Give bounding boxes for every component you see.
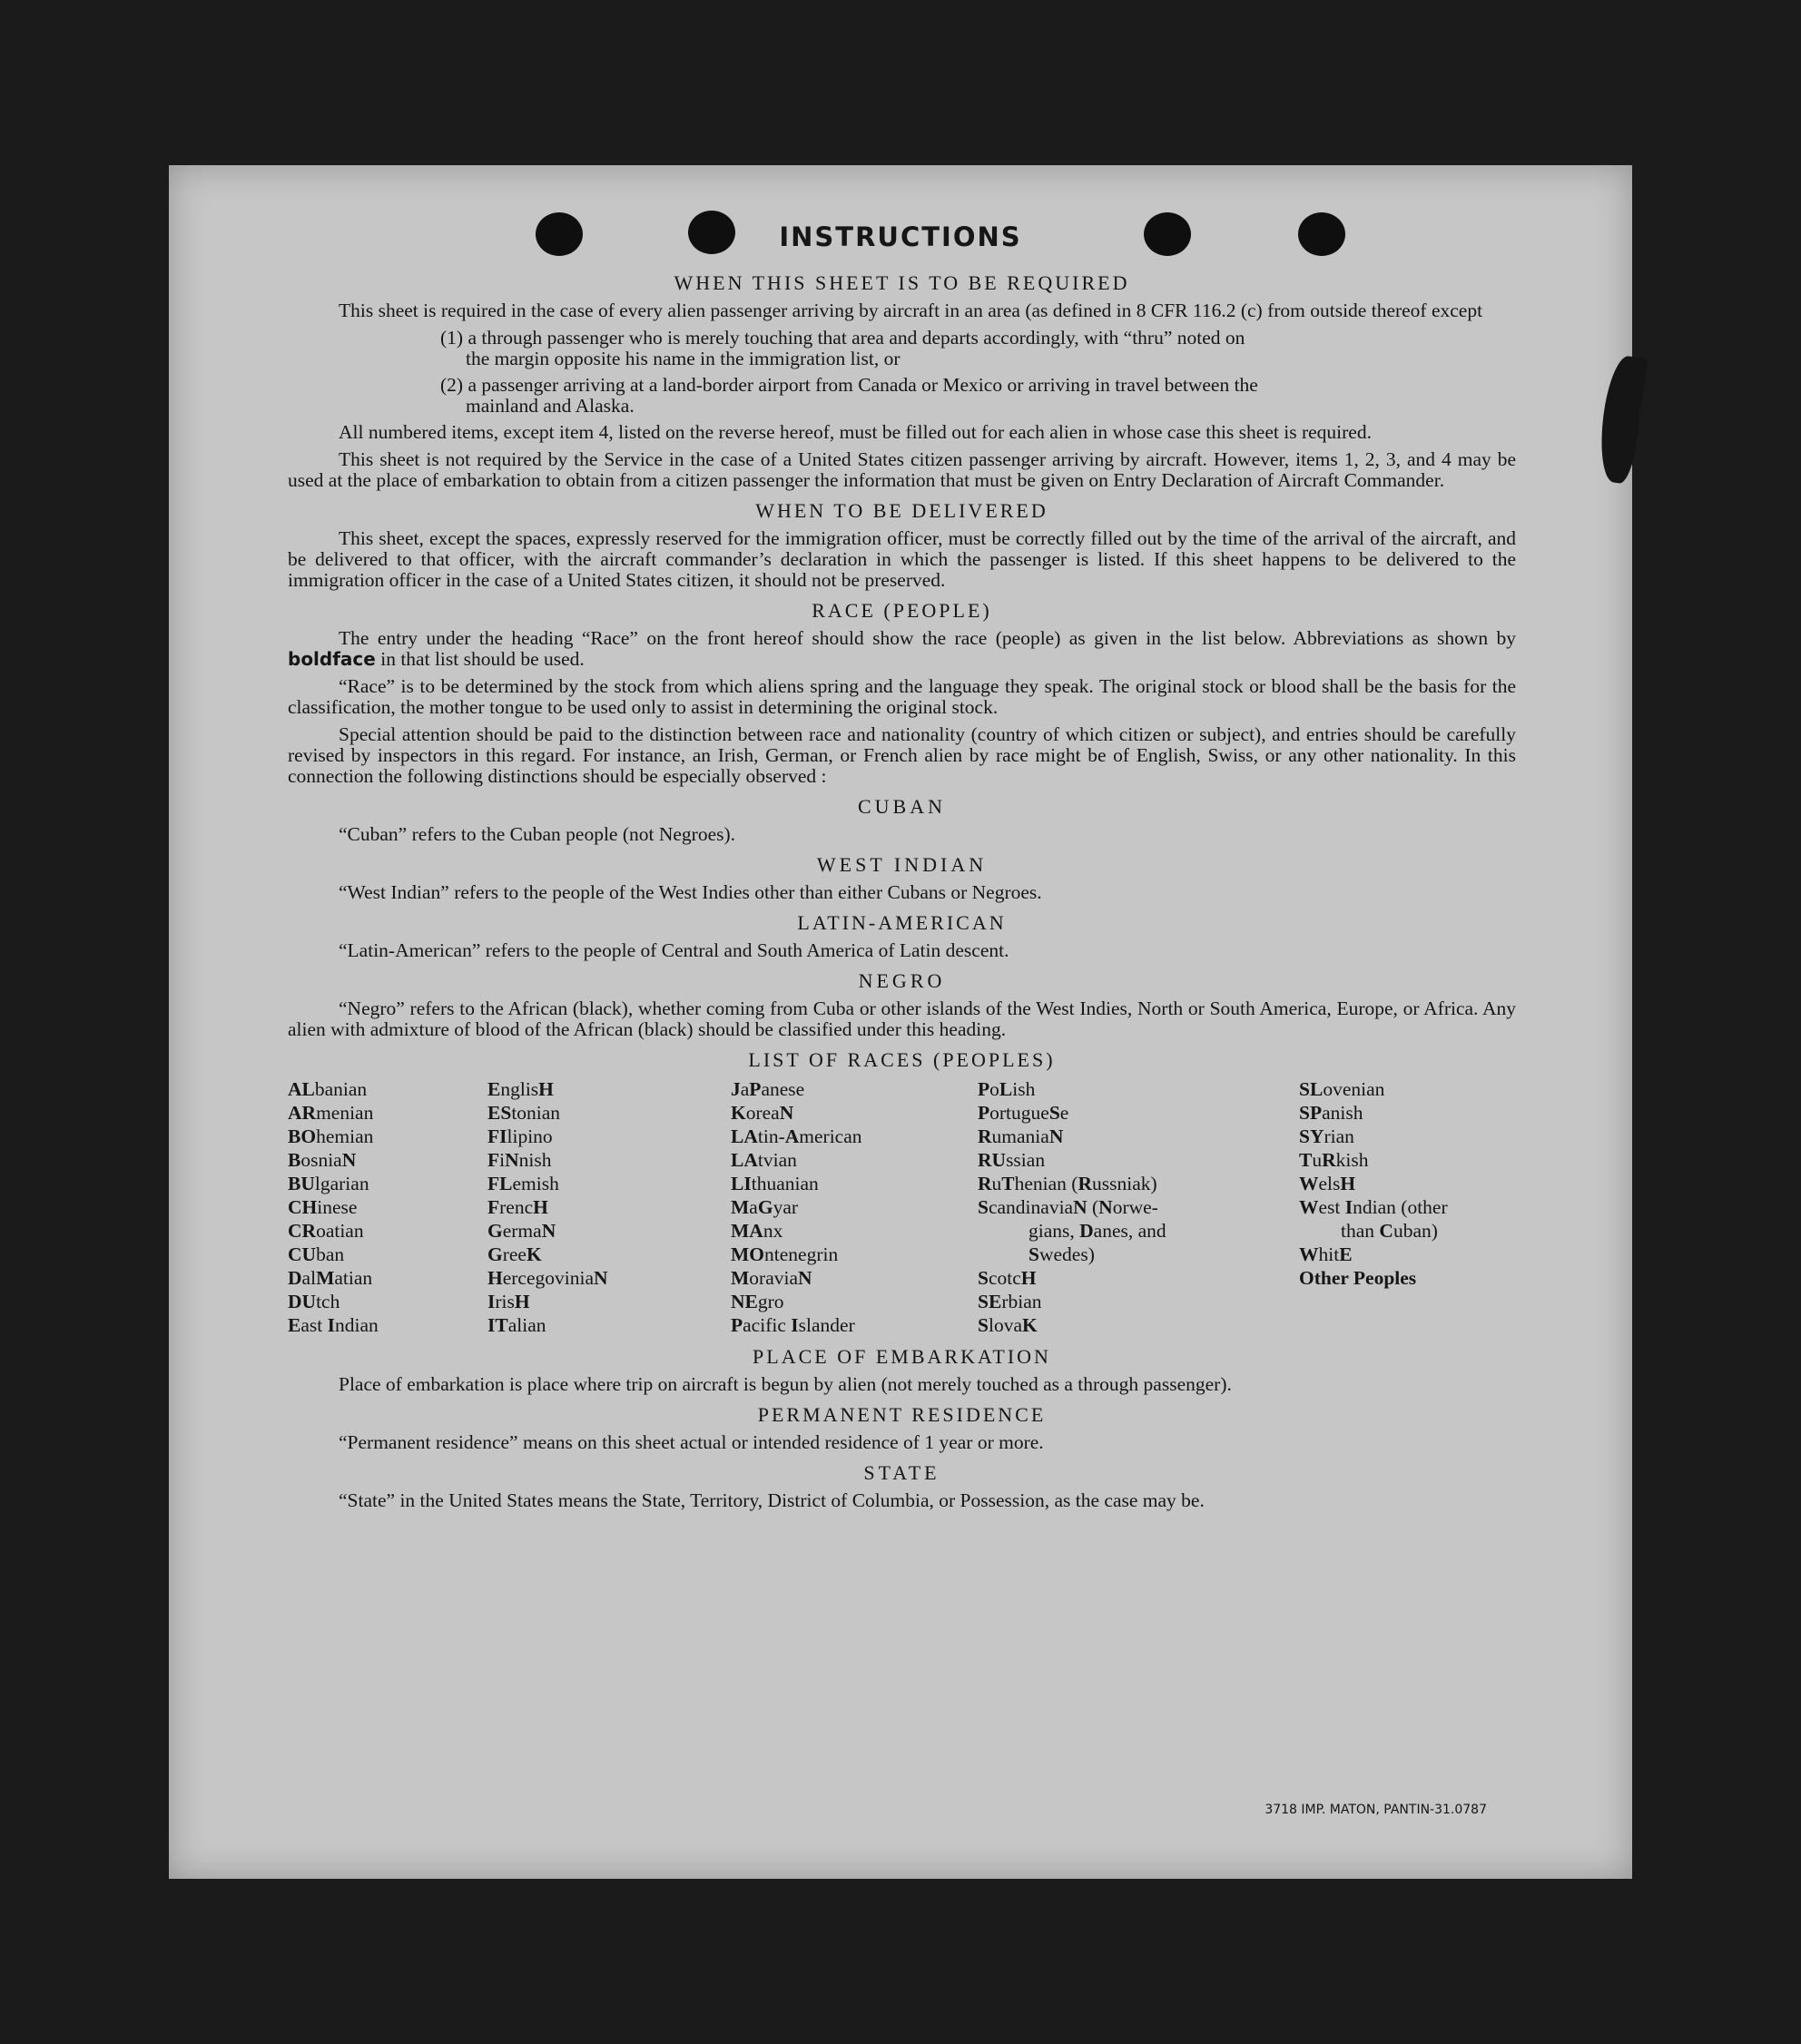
bold-term: boldface (288, 648, 376, 670)
item-text: the margin opposite his name in the immigration list, or (466, 348, 900, 369)
section-heading: PLACE OF EMBARKATION (753, 1345, 1051, 1368)
paragraph: “Cuban” refers to the Cuban people (not Negroes). (339, 823, 736, 845)
paragraph: “Permanent residence” means on this sheet actual or intended residence of 1 year or more. (339, 1431, 1044, 1453)
race-entry: FIlipino (487, 1125, 553, 1147)
section-heading: PERMANENT RESIDENCE (757, 1403, 1047, 1426)
race-entry: RUssian (978, 1149, 1046, 1171)
race-entry: East Indian (288, 1314, 379, 1336)
race-entry: ScotcH (978, 1267, 1037, 1289)
exception-item (440, 375, 1516, 417)
race-entry: KoreaN (731, 1102, 794, 1124)
race-entry: FrencH (487, 1196, 548, 1218)
race-entry: ITalian (487, 1314, 546, 1336)
instructions-body (288, 263, 1516, 1518)
paragraph: “Latin-American” refers to the people of Central and South America of Latin descent. (339, 939, 1009, 961)
race-entry: SPanish (1299, 1102, 1363, 1124)
race-entry: LAtvian (731, 1149, 797, 1171)
race-entry: RuThenian (Russniak) (978, 1173, 1157, 1194)
race-entry: EnglisH (487, 1078, 554, 1100)
race-entry: CUban (288, 1243, 345, 1265)
race-entry: LIthuanian (731, 1173, 819, 1194)
section-heading: STATE (863, 1461, 940, 1484)
race-entry: PortugueSe (978, 1102, 1069, 1124)
paragraph: Special attention should be paid to the distinction between race and nationality (country of which citizen or subject), and entries should be carefully revised by inspectors in this regard. For instance, an Irish, German, or French alien by race might be of English, Swiss, or any other nationality. In this connection the following distinctions should be especially observed : (288, 723, 1516, 787)
race-entry: SErbian (978, 1291, 1042, 1312)
race-entry: CHinese (288, 1196, 358, 1218)
race-entry: GermaN (487, 1220, 556, 1242)
section-heading: WHEN THIS SHEET IS TO BE REQUIRED (674, 271, 1130, 294)
race-entry: Swedes) (1028, 1243, 1095, 1265)
race-entry: WelsH (1299, 1173, 1356, 1194)
paragraph: All numbered items, except item 4, listed on the reverse hereof, must be filled out for each alien in whose case this sheet is required. (339, 421, 1372, 443)
paragraph: “Negro” refers to the African (black), whether coming from Cuba or other islands of the West Indies, North or South America, Europe, or Africa. Any alien with admixture of blood of the African (black) should be classified under this heading. (288, 997, 1516, 1040)
race-entry: FLemish (487, 1173, 559, 1194)
race-entry: JaPanese (731, 1078, 805, 1100)
race-entry: BosniaN (288, 1149, 357, 1171)
section-heading: LIST OF RACES (PEOPLES) (748, 1048, 1056, 1071)
race-entry: SYrian (1299, 1125, 1354, 1147)
race-entry: MAnx (731, 1220, 783, 1242)
section-heading: NEGRO (858, 969, 946, 992)
paragraph: “West Indian” refers to the people of the West Indies other than either Cubans or Negroes. (339, 881, 1042, 903)
section-heading: WHEN TO BE DELIVERED (755, 499, 1048, 522)
race-entry: LAtin-American (731, 1125, 862, 1147)
printer-stamp: 3718 IMP. MATON, PANTIN-31.0787 (1265, 1803, 1487, 1817)
item-text: (1) a through passenger who is merely touching that area and departs accordingly, with “thru” noted on (440, 327, 1245, 349)
race-entry: HercegoviniaN (487, 1267, 608, 1289)
race-entry: SLovenian (1299, 1078, 1385, 1100)
race-entry: Pacific Islander (731, 1314, 855, 1336)
race-entry: NEgro (731, 1291, 784, 1312)
race-entry: MaGyar (731, 1196, 799, 1218)
race-entry: BOhemian (288, 1125, 374, 1147)
race-entry: DUtch (288, 1291, 340, 1312)
race-entry: WhitE (1299, 1243, 1353, 1265)
paragraph: “State” in the United States means the State, Territory, District of Columbia, or Possession, as the case may be. (339, 1489, 1205, 1511)
race-entry: MoraviaN (731, 1267, 812, 1289)
race-entry: RumaniaN (978, 1125, 1064, 1147)
paragraph (288, 628, 1516, 670)
races-column (1299, 1077, 1516, 1337)
section-heading: WEST INDIAN (816, 853, 988, 876)
races-column (978, 1077, 1299, 1337)
race-entry: MOntenegrin (731, 1243, 839, 1265)
text: in that list should be used. (380, 648, 585, 670)
paragraph: This sheet, except the spaces, expressly reserved for the immigration officer, must be correctly filled out by the time of the arrival of the aircraft, and be delivered to that officer, with the aircraft commander’s declaration in which the passenger is listed. If this sheet happens to be delivered to the immigration officer in the case of a United States citizen, it should not be preserved. (288, 527, 1516, 591)
section-heading: CUBAN (857, 795, 946, 818)
race-entry: ARmenian (288, 1102, 374, 1124)
race-entry: FiNnish (487, 1149, 552, 1171)
races-column (731, 1077, 978, 1337)
exception-item (440, 328, 1516, 369)
paragraph: Place of embarkation is place where trip on aircraft is begun by alien (not merely touched as a through passenger). (339, 1373, 1232, 1395)
page-title: INSTRUCTIONS (779, 221, 1022, 252)
race-entry: CRoatian (288, 1220, 364, 1242)
race-entry: West Indian (other (1299, 1196, 1448, 1218)
race-entry: PoLish (978, 1078, 1036, 1100)
item-text: mainland and Alaska. (466, 395, 635, 417)
race-entry: EStonian (487, 1102, 561, 1124)
race-entry: SlovaK (978, 1314, 1038, 1336)
text: The entry under the heading “Race” on the front hereof should show the race (people) as given in the list below. Abbreviations as shown by (339, 627, 1516, 649)
race-entry: TuRkish (1299, 1149, 1369, 1171)
paragraph: “Race” is to be determined by the stock from which aliens spring and the language they speak. The original stock or blood shall be the basis for the classification, the mother tongue to be used only to assist in determining the original stock. (288, 675, 1516, 718)
races-column (288, 1077, 487, 1337)
race-entry: ALbanian (288, 1078, 368, 1100)
paragraph: This sheet is not required by the Service in the case of a United States citizen passenger arriving by aircraft. However, items 1, 2, 3, and 4 may be used at the place of embarkation to obtain from a citizen passenger the information that must be given on Entry Declaration of Aircraft Commander. (288, 448, 1516, 491)
race-entry: IrisH (487, 1291, 530, 1312)
section-heading: RACE (PEOPLE) (812, 599, 992, 622)
race-entry: Other Peoples (1299, 1267, 1417, 1289)
race-entry: ScandinaviaN (Norwe- (978, 1196, 1158, 1218)
races-column (487, 1077, 731, 1337)
torn-edge (1594, 354, 1648, 485)
paragraph: This sheet is required in the case of every alien passenger arriving by aircraft in an area (as defined in 8 CFR 116.2 (c) from outside thereof except (339, 300, 1483, 321)
race-entry: than Cuban) (1341, 1220, 1438, 1242)
race-entry: BUlgarian (288, 1173, 369, 1194)
document-page (169, 165, 1632, 1879)
item-text: (2) a passenger arriving at a land-border airport from Canada or Mexico or arriving in travel between the (440, 374, 1258, 396)
section-heading: LATIN-AMERICAN (797, 911, 1007, 934)
races-list (288, 1077, 1516, 1337)
race-entry: DalMatian (288, 1267, 373, 1289)
race-entry: gians, Danes, and (1028, 1220, 1166, 1242)
race-entry: GreeK (487, 1243, 542, 1265)
